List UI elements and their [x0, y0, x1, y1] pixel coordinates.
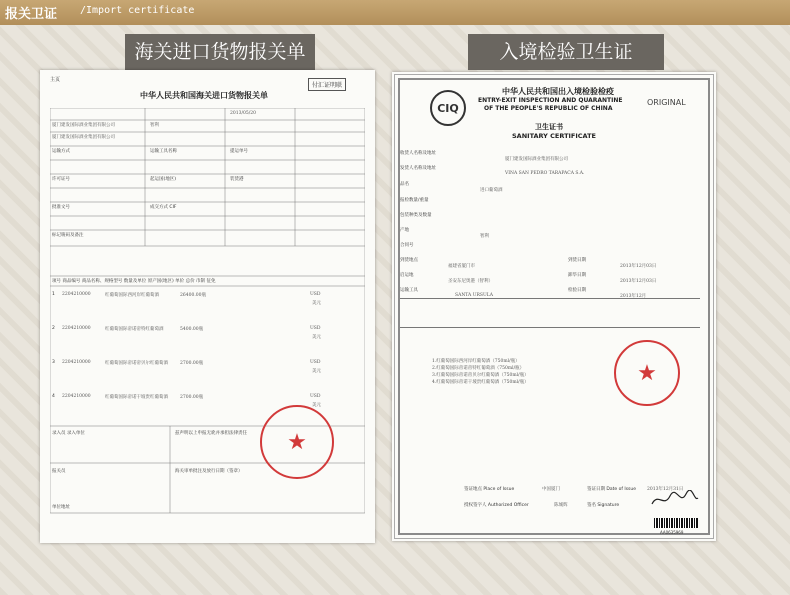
inspection-date-value: 2013年12月 [620, 294, 647, 299]
row-currency-name: 美元 [312, 369, 321, 374]
original-label: ORIGINAL [647, 98, 686, 107]
consignor-value: VINA SAN PEDRO TARAPACA S.A. [505, 171, 585, 176]
origin-label: 产地 [400, 228, 409, 233]
form-grid: 厦门建发国际酒业集团有限公司 智利 2013/05/20 厦门建发国际酒业集团有限公司 运输方式 运输工具名称 提运单号 许可证号 起运国(地区) 装货港 批准文号 成交方式 CIF 标记唛码及备注 项号 商品编号 商品名称、规格型号 数量及单位 原产国(地区) 单价 总价 币制 征免 1 2204210000 红葡萄国际西河岸红葡萄酒 26400.00瓶 USD 美元 2 2204210000 红葡萄国际帝诺帝特红葡萄酒 5400.00瓶 USD 美元 3 2204210000 红葡萄国际帝诺帝贝尔红葡萄酒 2700.00瓶 USD 美元 4 2204210000 红葡萄国际帝诺干坡贵红葡萄酒 2700.00瓶 USD 美元 录入员 录入单位 兹声明以上申报无讹并承担法律责任 海关审单批注及放行日期（签章） 报关员 单位地址 [50, 108, 365, 518]
copy-label: 付汇证明联 [308, 78, 346, 91]
contract-label: 合同号 [400, 243, 414, 248]
row-currency: USD [310, 326, 321, 331]
row-name: 红葡萄国际帝诺帝特红葡萄酒 [105, 327, 164, 332]
consignor-label: 发货人名称及地址 [400, 166, 436, 171]
cert-item: 3.红葡萄国际帝诺帝贝尔红葡萄酒（750ml/瓶） [432, 373, 529, 378]
cert-title-en-1: ENTRY-EXIT INSPECTION AND QUARANTINE [478, 97, 623, 104]
cert-title-cn: 中华人民共和国出入境检验检疫 [502, 87, 614, 96]
customs-red-stamp: ★ [260, 405, 334, 479]
row-number: 3 [52, 360, 55, 365]
row-number: 4 [52, 394, 55, 399]
consignee-company: 厦门建发国际酒业集团有限公司 [52, 135, 115, 140]
sanitary-banner: 入境检验卫生证 [468, 34, 664, 70]
cert-title-en-2: OF THE PEOPLE'S REPUBLIC OF CHINA [484, 105, 613, 112]
discharge-date-value: 2013年12月03日 [620, 279, 657, 284]
top-banner [0, 0, 790, 25]
issue-date-value: 2013年12月31日 [647, 487, 684, 492]
row-number: 2 [52, 326, 55, 331]
row-code: 2204210000 [62, 394, 91, 399]
row-code: 2204210000 [62, 360, 91, 365]
customs-banner: 海关进口货物报关单 [125, 34, 315, 70]
conveyance-value: SANTA URSULA [455, 293, 493, 298]
row-code: 2204210000 [62, 326, 91, 331]
row-name: 红葡萄国际西河岸红葡萄酒 [105, 293, 159, 298]
dispatch-label: 启运地 [400, 273, 414, 278]
arrival-date-value: 2013年12月03日 [620, 264, 657, 269]
row-quantity: 2700.00瓶 [180, 361, 204, 366]
barcode [654, 518, 698, 528]
sanitary-red-stamp: ★ [614, 340, 680, 406]
goods-label: 品名 [400, 182, 409, 187]
issue-place-value: 中国厦门 [542, 487, 560, 492]
sanitary-certificate-document [392, 72, 716, 541]
handwritten-signature [650, 490, 700, 510]
row-number: 1 [52, 292, 55, 297]
quantity-label: 报检数量/重量 [400, 198, 429, 203]
row-quantity: 26400.00瓶 [180, 293, 206, 298]
origin-value: 智利 [480, 234, 489, 239]
conveyance-label: 运输工具 [400, 288, 418, 293]
cert-item: 1.红葡萄国际西河岸红葡萄酒（750ml/瓶） [432, 359, 520, 364]
row-currency-name: 美元 [312, 301, 321, 306]
signature-label: 签名 Signature [587, 503, 620, 508]
section-title: 报关卫证 [5, 7, 58, 22]
customs-declaration-document: 主页 付汇证明联 中华人民共和国海关进口货物报关单 厦门建发国际酒业集团有限公司 智利 2013/05/20 厦门建发国际酒业集团有限公司 运输方式 运输工具名称 提运单号 许可证号 起运国(地区) 装货港 批准文号 成交方式 CIF 标记唛码及备注 项号 商品编号 商品名称、规格型号 数量及单位 原产国(地区) 单价 总价 币制 征免 1 2204210000 红葡萄国际西河岸红葡萄酒 26400.00瓶 USD 美元 2 2204210000 红葡萄国际帝诺帝特红葡萄酒 5400.00瓶 USD 美元 3 2204210000 红葡萄国际帝诺帝贝尔红葡萄酒 2700.00瓶 USD 美元 4 2204210000 红葡萄国际帝诺干坡贵红葡萄酒 2700.00瓶 USD 美元 录入员 录入单位 兹声明以上申报无讹并承担法律责任 海关审单批注及放行日期（签章） 报关员 单位地址 ★ [40, 70, 375, 543]
arrival-place-value: 福建省厦门市 [448, 264, 475, 269]
row-code: 2204210000 [62, 292, 91, 297]
package-label: 包装种类及数量 [400, 213, 432, 218]
serial-number: AA0635969 [660, 530, 684, 535]
cert-name-cn: 卫生证书 [535, 123, 563, 131]
issue-date-label: 签证日期 Date of Issue [587, 487, 637, 492]
cert-name-en: SANITARY CERTIFICATE [512, 132, 596, 140]
row-currency-name: 美元 [312, 335, 321, 340]
dispatch-value: 圣安东尼奥港（智利） [448, 279, 493, 284]
arrival-date-label: 到货日期 [568, 258, 586, 263]
row-currency: USD [310, 394, 321, 399]
consignee-label: 收货人名称及地址 [400, 151, 436, 156]
officer-value: 陈城辉 [554, 503, 568, 508]
row-quantity: 5400.00瓶 [180, 327, 204, 332]
ciq-logo-icon: CIQ [430, 90, 466, 126]
arrival-place-label: 到货地点 [400, 258, 418, 263]
declaration-date: 2013/05/20 [230, 111, 256, 116]
row-currency: USD [310, 360, 321, 365]
officer-label: 授权签字人 Authorized Officer [464, 503, 529, 508]
section-subtitle: /Import certificate [80, 5, 195, 16]
row-currency-name: 美元 [312, 403, 321, 408]
row-quantity: 2700.00瓶 [180, 395, 204, 400]
cert-item: 4.红葡萄国际帝诺干坡贵红葡萄酒（750ml/瓶） [432, 380, 529, 385]
issue-place-label: 签证地点 Place of Issue [464, 487, 515, 492]
marks-box [400, 298, 700, 328]
row-name: 红葡萄国际帝诺干坡贵红葡萄酒 [105, 395, 168, 400]
cert-item: 2.红葡萄国际帝诺帝特红葡萄酒（750ml/瓶） [432, 366, 525, 371]
goods-value: 进口葡萄酒 [480, 188, 503, 193]
row-name: 红葡萄国际帝诺帝贝尔红葡萄酒 [105, 361, 168, 366]
inspection-date-label: 检验日期 [568, 288, 586, 293]
row-currency: USD [310, 292, 321, 297]
discharge-label: 卸毕日期 [568, 273, 586, 278]
form-title: 中华人民共和国海关进口货物报关单 [140, 91, 268, 100]
consignee-value: 厦门建发国际酒业集团有限公司 [505, 157, 568, 162]
